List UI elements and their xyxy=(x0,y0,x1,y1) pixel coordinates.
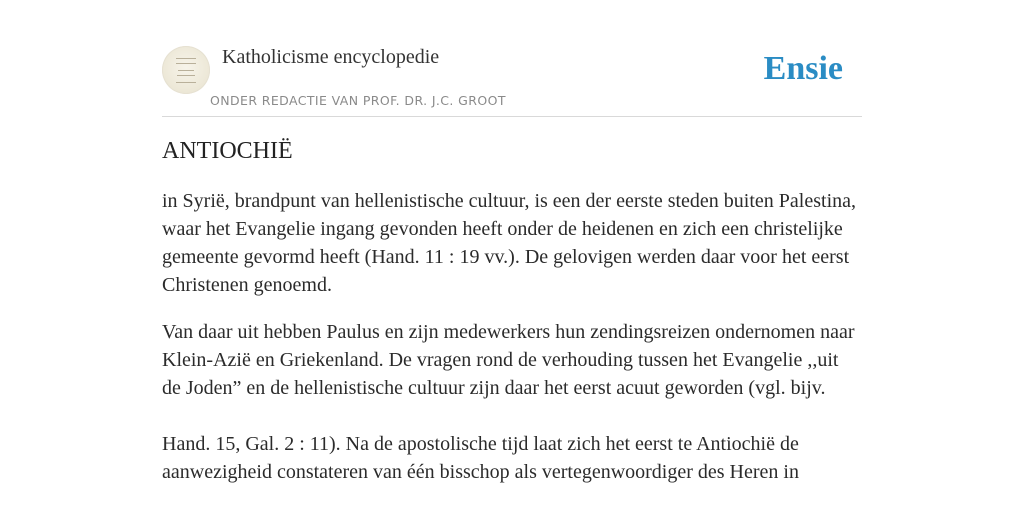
article-paragraph: Van daar uit hebben Paulus en zijn medewerkers hun zendingsreizen ondernomen naar Klein-Azië en Griekenland. De vragen rond de verhouding tussen het Evangelie ,,uit de Joden” en de hellenistische cultuur zijn daar het eerst acuut geworden (vgl. bijv. xyxy=(162,321,855,399)
book-cover-icon[interactable] xyxy=(162,46,210,94)
article-paragraph: in Syrië, brandpunt van hellenistische cultuur, is een der eerste steden buiten Palestina, waar het Evangelie ingang gevonden heeft onder de heidenen en zich een christelijke gemeente gevormd heeft (Hand. 11 : 19 vv.). De gelovigen werden daar voor het eerst Christenen genoemd. xyxy=(162,190,857,296)
article-title: ANTIOCHIË xyxy=(162,138,293,164)
article xyxy=(162,138,862,505)
article-paragraph: Hand. 15, Gal. 2 : 11). Na de apostolische tijd laat zich het eerst te Antiochië de aanwezigheid constateren van één bisschop als vertegenwoordiger des Heren in xyxy=(162,433,799,483)
publication-title[interactable]: Katholicisme encyclopedie xyxy=(222,46,440,68)
brand-logo[interactable]: Ensie xyxy=(763,50,843,87)
editor-line: ONDER REDACTIE VAN PROF. DR. J.C. GROOT xyxy=(210,93,506,108)
header xyxy=(162,40,862,117)
